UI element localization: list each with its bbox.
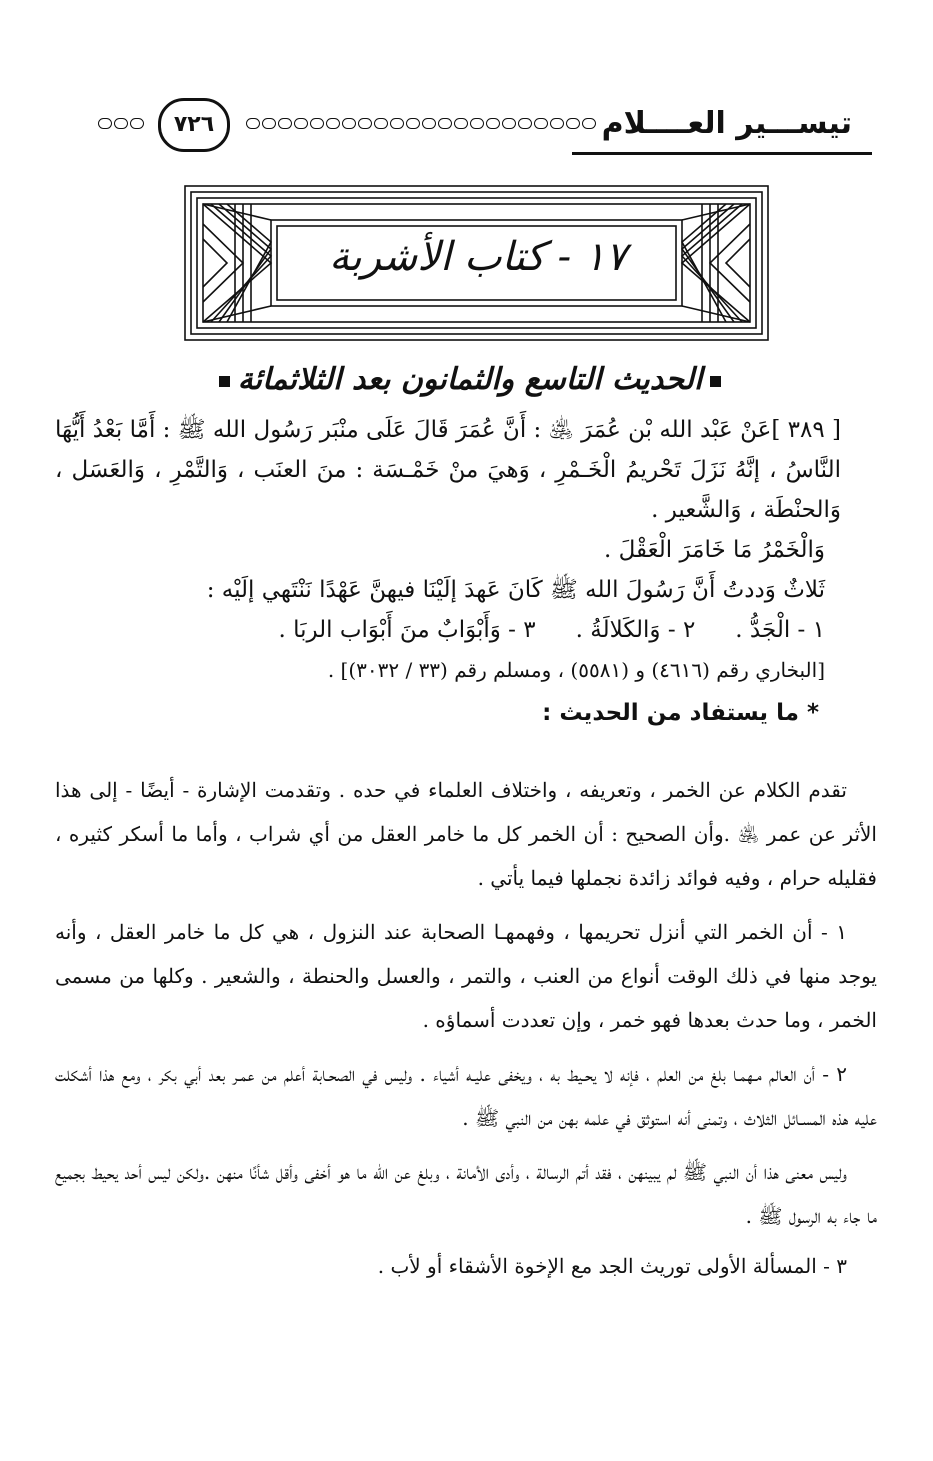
- hadith-items: [55, 610, 877, 650]
- page-header: [60, 80, 880, 160]
- paragraph: ١ - أن الخمر التي أنزل تحريمها ، وفهمهـا الصحابة عند النزول ، هي كل ما خامر العقل ، وأنه يوجد منها في ذلك الوقت أنواع من العنب ، والتمر ، والعسل والحنطة ، والشعير . وكلها من مسمى الخمر ، وما حدث بعدها فهو خمر ، وإن تعددت أسماؤه .: [55, 920, 877, 1032]
- chapter-banner: [183, 184, 770, 342]
- square-bullet-icon: [710, 376, 721, 387]
- header-ornament-dots-small: [98, 118, 144, 132]
- header-ornament-dots: [246, 118, 596, 132]
- list-item: ٢ - وَالكَلالَةُ .: [575, 617, 696, 643]
- section-title: الحديث التاسع والثمانون بعد الثلاثمائة: [237, 362, 703, 397]
- hadith-line: وَالْخَمْرُ مَا خَامَرَ الْعَقْلَ .: [603, 537, 825, 563]
- hadith-reference: [البخاري رقم (٤٦١٦) و (٥٥٨١) ، ومسلم رقم (٣٣ / ٣٠٣٢)] .: [327, 658, 825, 682]
- paragraph: تقدم الكلام عن الخمر ، وتعريفه ، واختلاف العلماء في حده . وتقدمت الإشارة - أيضًا - إلى هذا الأثر عن عمر ﵁ .وأن الصحيح : أن الخمر كل ما خامر العقل من أي شراب ، وأما ما أسكر كثيره ، فقليله حرام ، وفيه فوائد زائدة نجملها فيما يأتي .: [55, 778, 877, 890]
- book-title: تيســـير العــــلام: [601, 106, 852, 141]
- paragraph: ٢ - أن العالم مـهمـا بلغ من العلم ، فإنه لا يحـيط به ، ويخفى عليـه أشياء . وليس في الصحـابة أعلم من عمـر بعد أبي بكر ، ومع هذا أشكلت عليه هذه المسـائل الثلاث ، وتمنى أنه استوثق في علمه بهن من النبي ﷺ .: [55, 1062, 877, 1130]
- commentary: [55, 768, 877, 1298]
- hadith-line: ثَلاثٌ وَددتُ أَنَّ رَسُولَ الله ﷺ كَانَ عَهدَ إلَيْنَا فيهنَّ عَهْدًا نَنْتَهي إلَيْه :: [206, 577, 825, 603]
- square-bullet-icon: [219, 376, 230, 387]
- benefits-heading: * ما يستفاد من الحديث :: [542, 700, 819, 726]
- hadith-line: [ ٣٨٩ ]عَنْ عَبْد الله بْن عُمَرَ ﵁ : أَنَّ عُمَرَ قَالَ عَلَى منْبَر رَسُول الله ﷺ : أَمَّا بَعْدُ أَيُّهَا النَّاسُ ، إنَّهُ نَزَلَ تَحْريمُ الْخَـمْرِ ، وَهيَ منْ خَمْـسَة : منَ العنَب ، وَالتَّمْرِ ، وَالعَسَل ، وَالحنْطَة ، وَالشَّعير .: [55, 417, 841, 523]
- header-underline: [572, 152, 872, 155]
- section-heading: [60, 362, 880, 397]
- hadith-text: [55, 410, 877, 736]
- page-number: ٧٢٦: [158, 98, 230, 152]
- list-item: ٣ - وَأَبْوَابٌ منَ أَبْوَاب الربَا .: [278, 617, 536, 643]
- paragraph: وليس معنى هذا أن النبي ﷺ لم يبينهن ، فقد أتم الرسالة ، وأدى الأمانة ، وبلغ عن الله ما هو أخفى وأقل شأنًا منهن .ولكن ليس أحد يحيط بجميع ما جاء به الرسول ﷺ .: [55, 1160, 877, 1228]
- list-item: ١ - الْجَدُّ .: [735, 617, 825, 643]
- chapter-title: ١٧ - كتاب الأشربة: [329, 234, 627, 280]
- paragraph: ٣ - المسألة الأولى توريث الجد مع الإخوة الأشقاء أو لأب .: [377, 1254, 847, 1278]
